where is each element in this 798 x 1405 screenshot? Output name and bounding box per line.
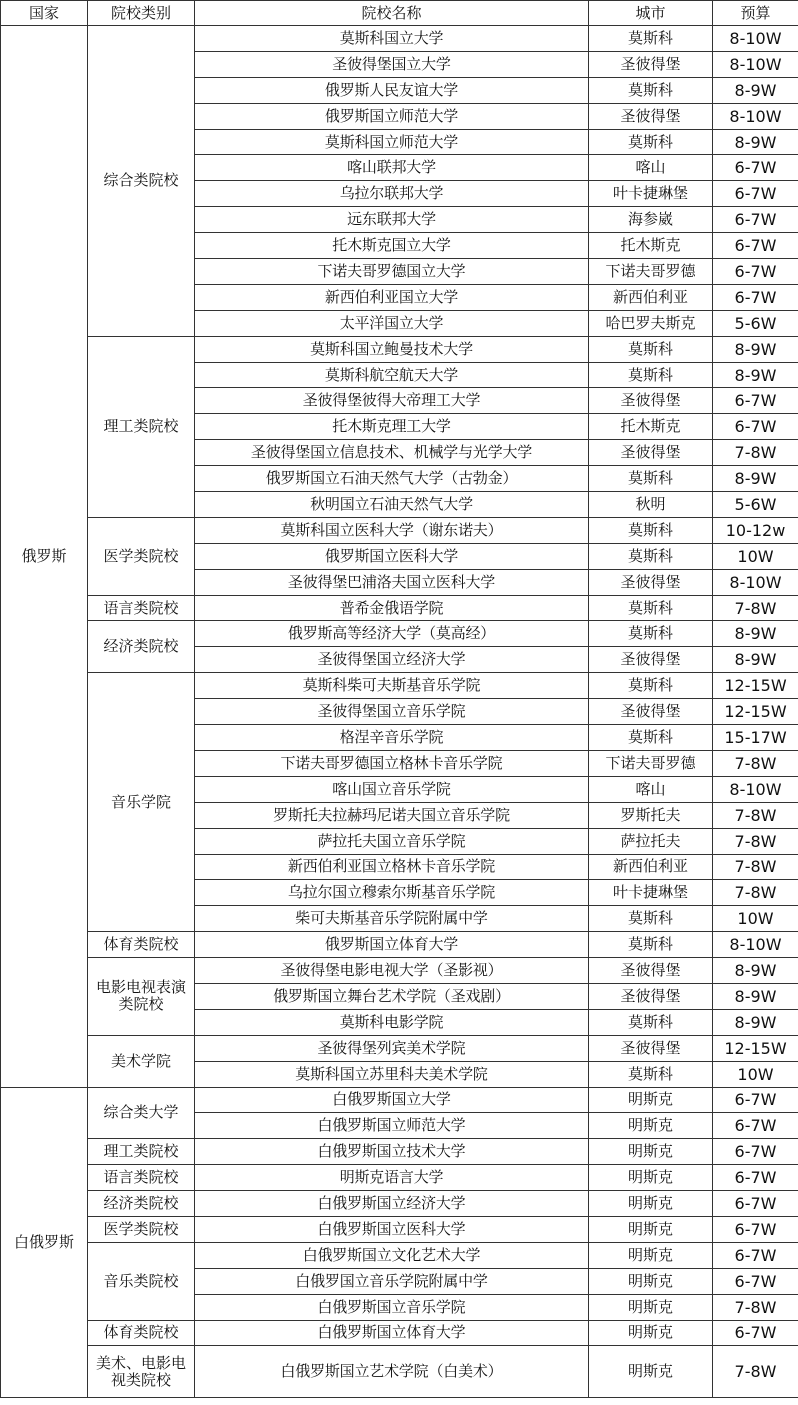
city-cell: 喀山 [589, 776, 713, 802]
school-name-cell: 白俄罗斯国立经济大学 [195, 1191, 589, 1217]
budget-cell: 10W [713, 543, 798, 569]
school-name-cell: 白俄罗斯国立艺术学院（白美术） [195, 1346, 589, 1398]
header-budget: 预算 [713, 1, 798, 26]
budget-cell: 6-7W [713, 1165, 798, 1191]
budget-cell: 10-12w [713, 517, 798, 543]
school-name-cell: 萨拉托夫国立音乐学院 [195, 828, 589, 854]
category-cell: 理工类院校 [88, 1139, 195, 1165]
school-name-cell: 圣彼得堡列宾美术学院 [195, 1035, 589, 1061]
school-name-cell: 莫斯科国立苏里科夫美术学院 [195, 1061, 589, 1087]
budget-cell: 7-8W [713, 1346, 798, 1398]
budget-cell: 8-9W [713, 336, 798, 362]
city-cell: 圣彼得堡 [589, 1035, 713, 1061]
city-cell: 叶卡捷琳堡 [589, 181, 713, 207]
school-name-cell: 圣彼得堡电影电视大学（圣影视） [195, 958, 589, 984]
table-row [1, 1165, 798, 1191]
city-cell: 圣彼得堡 [589, 440, 713, 466]
school-name-cell: 圣彼得堡国立音乐学院 [195, 699, 589, 725]
school-name-cell: 下诺夫哥罗德国立大学 [195, 259, 589, 285]
category-cell: 综合类大学 [88, 1087, 195, 1139]
table-row [1, 26, 798, 52]
city-cell: 莫斯科 [589, 543, 713, 569]
table-row [1, 621, 798, 647]
city-cell: 莫斯科 [589, 336, 713, 362]
budget-cell: 8-9W [713, 129, 798, 155]
school-name-cell: 明斯克语言大学 [195, 1165, 589, 1191]
city-cell: 下诺夫哥罗德 [589, 259, 713, 285]
city-cell: 圣彼得堡 [589, 983, 713, 1009]
budget-cell: 8-10W [713, 776, 798, 802]
city-cell: 莫斯科 [589, 26, 713, 52]
school-name-cell: 莫斯科国立师范大学 [195, 129, 589, 155]
budget-cell: 6-7W [713, 1191, 798, 1217]
school-name-cell: 俄罗斯国立师范大学 [195, 103, 589, 129]
budget-cell: 6-7W [713, 1268, 798, 1294]
school-name-cell: 俄罗斯国立体育大学 [195, 932, 589, 958]
school-name-cell: 圣彼得堡巴浦洛夫国立医科大学 [195, 569, 589, 595]
city-cell: 圣彼得堡 [589, 103, 713, 129]
city-cell: 莫斯科 [589, 621, 713, 647]
school-name-cell: 白俄罗斯国立大学 [195, 1087, 589, 1113]
table-row [1, 958, 798, 984]
school-name-cell: 新西伯利亚国立格林卡音乐学院 [195, 854, 589, 880]
city-cell: 罗斯托夫 [589, 802, 713, 828]
school-name-cell: 喀山国立音乐学院 [195, 776, 589, 802]
city-cell: 圣彼得堡 [589, 51, 713, 77]
city-cell: 圣彼得堡 [589, 699, 713, 725]
city-cell: 叶卡捷琳堡 [589, 880, 713, 906]
category-cell: 美术、电影电视类院校 [88, 1346, 195, 1398]
school-name-cell: 莫斯科电影学院 [195, 1009, 589, 1035]
budget-cell: 7-8W [713, 880, 798, 906]
school-name-cell: 俄罗斯国立舞台艺术学院（圣戏剧） [195, 983, 589, 1009]
budget-cell: 8-9W [713, 958, 798, 984]
budget-cell: 6-7W [713, 155, 798, 181]
city-cell: 明斯克 [589, 1139, 713, 1165]
category-cell: 经济类院校 [88, 1191, 195, 1217]
city-cell: 明斯克 [589, 1294, 713, 1320]
city-cell: 莫斯科 [589, 129, 713, 155]
school-name-cell: 白俄罗斯国立体育大学 [195, 1320, 589, 1346]
table-row [1, 517, 798, 543]
school-name-cell: 秋明国立石油天然气大学 [195, 492, 589, 518]
city-cell: 圣彼得堡 [589, 569, 713, 595]
school-name-cell: 圣彼得堡彼得大帝理工大学 [195, 388, 589, 414]
table-row [1, 673, 798, 699]
school-name-cell: 圣彼得堡国立大学 [195, 51, 589, 77]
category-cell: 医学类院校 [88, 1216, 195, 1242]
city-cell: 托木斯克 [589, 414, 713, 440]
table-row [1, 1320, 798, 1346]
school-name-cell: 乌拉尔联邦大学 [195, 181, 589, 207]
city-cell: 莫斯科 [589, 906, 713, 932]
school-name-cell: 白俄罗斯国立师范大学 [195, 1113, 589, 1139]
category-cell: 理工类院校 [88, 336, 195, 517]
city-cell: 明斯克 [589, 1268, 713, 1294]
budget-cell: 8-9W [713, 362, 798, 388]
budget-cell: 8-10W [713, 103, 798, 129]
budget-cell: 6-7W [713, 1113, 798, 1139]
header-school-name: 院校名称 [195, 1, 589, 26]
school-name-cell: 太平洋国立大学 [195, 310, 589, 336]
city-cell: 莫斯科 [589, 725, 713, 751]
school-name-cell: 俄罗斯高等经济大学（莫高经） [195, 621, 589, 647]
table-row [1, 1139, 798, 1165]
city-cell: 托木斯克 [589, 233, 713, 259]
city-cell: 莫斯科 [589, 466, 713, 492]
budget-cell: 6-7W [713, 1216, 798, 1242]
budget-cell: 8-10W [713, 51, 798, 77]
school-name-cell: 托木斯克理工大学 [195, 414, 589, 440]
budget-cell: 6-7W [713, 1242, 798, 1268]
school-name-cell: 俄罗斯国立石油天然气大学（古勃金） [195, 466, 589, 492]
budget-cell: 8-9W [713, 466, 798, 492]
city-cell: 喀山 [589, 155, 713, 181]
budget-cell: 6-7W [713, 233, 798, 259]
budget-cell: 7-8W [713, 828, 798, 854]
school-name-cell: 俄罗斯人民友谊大学 [195, 77, 589, 103]
city-cell: 莫斯科 [589, 932, 713, 958]
table-body [1, 26, 798, 1398]
category-cell: 综合类院校 [88, 26, 195, 337]
budget-cell: 5-6W [713, 310, 798, 336]
budget-cell: 6-7W [713, 388, 798, 414]
city-cell: 莫斯科 [589, 77, 713, 103]
city-cell: 新西伯利亚 [589, 854, 713, 880]
budget-cell: 6-7W [713, 1320, 798, 1346]
school-name-cell: 圣彼得堡国立经济大学 [195, 647, 589, 673]
category-cell: 电影电视表演类院校 [88, 958, 195, 1036]
school-name-cell: 普希金俄语学院 [195, 595, 589, 621]
budget-cell: 8-9W [713, 621, 798, 647]
city-cell: 莫斯科 [589, 673, 713, 699]
school-name-cell: 格涅辛音乐学院 [195, 725, 589, 751]
school-name-cell: 罗斯托夫拉赫玛尼诺夫国立音乐学院 [195, 802, 589, 828]
school-name-cell: 新西伯利亚国立大学 [195, 284, 589, 310]
budget-cell: 8-9W [713, 77, 798, 103]
school-name-cell: 莫斯科国立医科大学（谢东诺夫） [195, 517, 589, 543]
school-name-cell: 托木斯克国立大学 [195, 233, 589, 259]
school-name-cell: 白俄罗斯国立技术大学 [195, 1139, 589, 1165]
school-name-cell: 白俄罗国立音乐学院附属中学 [195, 1268, 589, 1294]
city-cell: 圣彼得堡 [589, 388, 713, 414]
budget-cell: 6-7W [713, 414, 798, 440]
school-name-cell: 远东联邦大学 [195, 207, 589, 233]
category-cell: 音乐类院校 [88, 1242, 195, 1320]
table-row [1, 595, 798, 621]
city-cell: 新西伯利亚 [589, 284, 713, 310]
budget-cell: 7-8W [713, 854, 798, 880]
budget-cell: 7-8W [713, 750, 798, 776]
city-cell: 秋明 [589, 492, 713, 518]
city-cell: 海参崴 [589, 207, 713, 233]
budget-cell: 15-17W [713, 725, 798, 751]
budget-cell: 5-6W [713, 492, 798, 518]
table-row [1, 1191, 798, 1217]
budget-cell: 8-10W [713, 26, 798, 52]
school-name-cell: 白俄罗斯国立音乐学院 [195, 1294, 589, 1320]
city-cell: 明斯克 [589, 1165, 713, 1191]
table-row [1, 1242, 798, 1268]
school-name-cell: 莫斯科国立鲍曼技术大学 [195, 336, 589, 362]
budget-cell: 6-7W [713, 1087, 798, 1113]
budget-cell: 8-9W [713, 647, 798, 673]
category-cell: 美术学院 [88, 1035, 195, 1087]
budget-cell: 6-7W [713, 284, 798, 310]
school-name-cell: 莫斯科航空航天大学 [195, 362, 589, 388]
city-cell: 圣彼得堡 [589, 958, 713, 984]
school-name-cell: 圣彼得堡国立信息技术、机械学与光学大学 [195, 440, 589, 466]
budget-cell: 8-9W [713, 1009, 798, 1035]
category-cell: 语言类院校 [88, 595, 195, 621]
city-cell: 萨拉托夫 [589, 828, 713, 854]
city-cell: 莫斯科 [589, 362, 713, 388]
budget-cell: 7-8W [713, 440, 798, 466]
city-cell: 莫斯科 [589, 1061, 713, 1087]
school-name-cell: 莫斯科柴可夫斯基音乐学院 [195, 673, 589, 699]
school-name-cell: 喀山联邦大学 [195, 155, 589, 181]
table-row [1, 336, 798, 362]
budget-cell: 7-8W [713, 802, 798, 828]
budget-cell: 7-8W [713, 595, 798, 621]
budget-cell: 12-15W [713, 1035, 798, 1061]
budget-cell: 6-7W [713, 181, 798, 207]
budget-cell: 10W [713, 906, 798, 932]
school-name-cell: 乌拉尔国立穆索尔斯基音乐学院 [195, 880, 589, 906]
header-row [1, 1, 798, 26]
city-cell: 莫斯科 [589, 1009, 713, 1035]
city-cell: 明斯克 [589, 1113, 713, 1139]
category-cell: 音乐学院 [88, 673, 195, 932]
table-row [1, 1035, 798, 1061]
country-cell: 俄罗斯 [1, 26, 88, 1088]
budget-cell: 8-10W [713, 569, 798, 595]
table-row [1, 932, 798, 958]
school-name-cell: 白俄罗斯国立文化艺术大学 [195, 1242, 589, 1268]
header-city: 城市 [589, 1, 713, 26]
budget-cell: 8-9W [713, 983, 798, 1009]
category-cell: 体育类院校 [88, 1320, 195, 1346]
city-cell: 下诺夫哥罗德 [589, 750, 713, 776]
school-name-cell: 莫斯科国立大学 [195, 26, 589, 52]
header-country: 国家 [1, 1, 88, 26]
budget-cell: 7-8W [713, 1294, 798, 1320]
city-cell: 明斯克 [589, 1216, 713, 1242]
school-name-cell: 下诺夫哥罗德国立格林卡音乐学院 [195, 750, 589, 776]
budget-cell: 12-15W [713, 673, 798, 699]
category-cell: 体育类院校 [88, 932, 195, 958]
city-cell: 明斯克 [589, 1346, 713, 1398]
city-cell: 明斯克 [589, 1320, 713, 1346]
budget-cell: 6-7W [713, 207, 798, 233]
budget-cell: 6-7W [713, 259, 798, 285]
city-cell: 明斯克 [589, 1242, 713, 1268]
budget-cell: 10W [713, 1061, 798, 1087]
category-cell: 经济类院校 [88, 621, 195, 673]
table-row [1, 1346, 798, 1398]
budget-cell: 8-10W [713, 932, 798, 958]
table-row [1, 1216, 798, 1242]
category-cell: 语言类院校 [88, 1165, 195, 1191]
school-name-cell: 俄罗斯国立医科大学 [195, 543, 589, 569]
city-cell: 莫斯科 [589, 595, 713, 621]
table-row [1, 1087, 798, 1113]
city-cell: 莫斯科 [589, 517, 713, 543]
city-cell: 明斯克 [589, 1191, 713, 1217]
budget-cell: 6-7W [713, 1139, 798, 1165]
country-cell: 白俄罗斯 [1, 1087, 88, 1398]
school-name-cell: 柴可夫斯基音乐学院附属中学 [195, 906, 589, 932]
city-cell: 明斯克 [589, 1087, 713, 1113]
budget-cell: 12-15W [713, 699, 798, 725]
city-cell: 哈巴罗夫斯克 [589, 310, 713, 336]
category-cell: 医学类院校 [88, 517, 195, 595]
school-name-cell: 白俄罗斯国立医科大学 [195, 1216, 589, 1242]
header-category: 院校类别 [88, 1, 195, 26]
city-cell: 圣彼得堡 [589, 647, 713, 673]
